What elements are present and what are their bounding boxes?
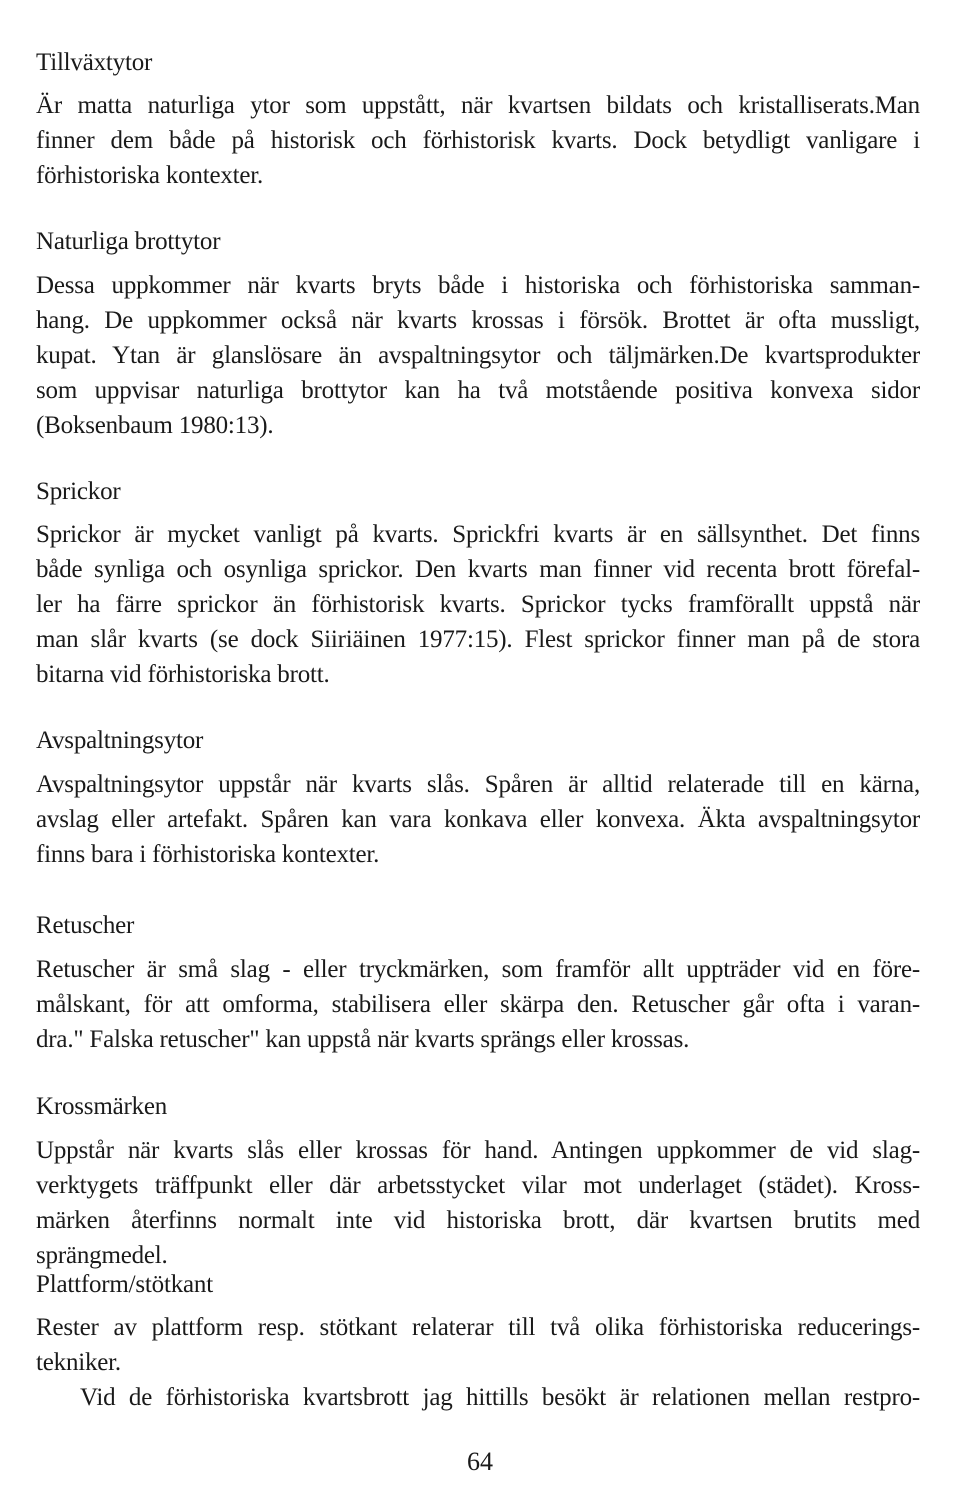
- section-heading-naturliga-brottytor: Naturliga brottytor: [36, 228, 221, 255]
- section-heading-avspaltningsytor: Avspaltningsytor: [36, 727, 204, 754]
- paragraph-line: märken återfinns normalt inte vid historiska brott, där kvartsen brutits med: [36, 1207, 920, 1234]
- section-heading-sprickor: Sprickor: [36, 478, 121, 505]
- paragraph-line: sprängmedel.: [36, 1242, 168, 1269]
- paragraph-line: Rester av plattform resp. stötkant relaterar till två olika förhistoriska reducerings-: [36, 1314, 920, 1341]
- paragraph-line: Dessa uppkommer när kvarts bryts både i historiska och förhistoriska samman-: [36, 272, 920, 299]
- paragraph-line: bitarna vid förhistoriska brott.: [36, 661, 330, 688]
- paragraph-line: ler ha färre sprickor än förhistorisk kvarts. Sprickor tycks framförallt uppstå när: [36, 591, 920, 618]
- paragraph-line: finner dem både på historisk och förhistorisk kvarts. Dock betydligt vanligare i: [36, 127, 920, 154]
- paragraph-line: man slår kvarts (se dock Siiriäinen 1977:15). Flest sprickor finner man på de stora: [36, 626, 920, 653]
- paragraph-line: Är matta naturliga ytor som uppstått, när kvartsen bildats och kristalliserats.Man: [36, 92, 920, 119]
- paragraph-line: som uppvisar naturliga brottytor kan ha två motstående positiva konvexa sidor: [36, 377, 920, 404]
- paragraph-line: Sprickor är mycket vanligt på kvarts. Sprickfri kvarts är en sällsynthet. Det finns: [36, 521, 920, 548]
- section-heading-tillvaxtytor: Tillväxtytor: [36, 49, 153, 76]
- paragraph-line: både synliga och osynliga sprickor. Den kvarts man finner vid recenta brott förefal-: [36, 556, 920, 583]
- section-heading-retuscher: Retuscher: [36, 912, 135, 939]
- paragraph-line: finns bara i förhistoriska kontexter.: [36, 841, 380, 868]
- paragraph-line: avslag eller artefakt. Spåren kan vara konkava eller konvexa. Äkta avspaltningsytor: [36, 806, 920, 833]
- paragraph-line: dra." Falska retuscher" kan uppstå när kvarts sprängs eller krossas.: [36, 1026, 690, 1053]
- section-heading-plattform-stotkant: Plattform/stötkant: [36, 1271, 213, 1298]
- paragraph-line: målskant, för att omforma, stabilisera eller skärpa den. Retuscher går ofta i varan-: [36, 991, 920, 1018]
- paragraph-line: förhistoriska kontexter.: [36, 162, 264, 189]
- section-heading-krossmarken: Krossmärken: [36, 1093, 168, 1120]
- paragraph-line: tekniker.: [36, 1349, 121, 1376]
- page-number: 64: [467, 1447, 493, 1476]
- paragraph-line: Retuscher är små slag - eller tryckmärken, som framför allt uppträder vid en före-: [36, 956, 920, 983]
- paragraph-line: kupat. Ytan är glanslösare än avspaltningsytor och täljmärken.De kvartsprodukter: [36, 342, 920, 369]
- paragraph-line: (Boksenbaum 1980:13).: [36, 412, 274, 439]
- paragraph-line-indented: Vid de förhistoriska kvartsbrott jag hittills besökt är relationen mellan restpro-: [80, 1384, 920, 1411]
- paragraph-line: Uppstår när kvarts slås eller krossas för hand. Antingen uppkommer de vid slag-: [36, 1137, 920, 1164]
- paragraph-line: Avspaltningsytor uppstår när kvarts slås. Spåren är alltid relaterade till en kärna,: [36, 771, 920, 798]
- paragraph-line: hang. De uppkommer också när kvarts krossas i försök. Brottet är ofta mussligt,: [36, 307, 920, 334]
- paragraph-line: verktygets träffpunkt eller där arbetsstycket vilar mot underlaget (städet). Kross-: [36, 1172, 920, 1199]
